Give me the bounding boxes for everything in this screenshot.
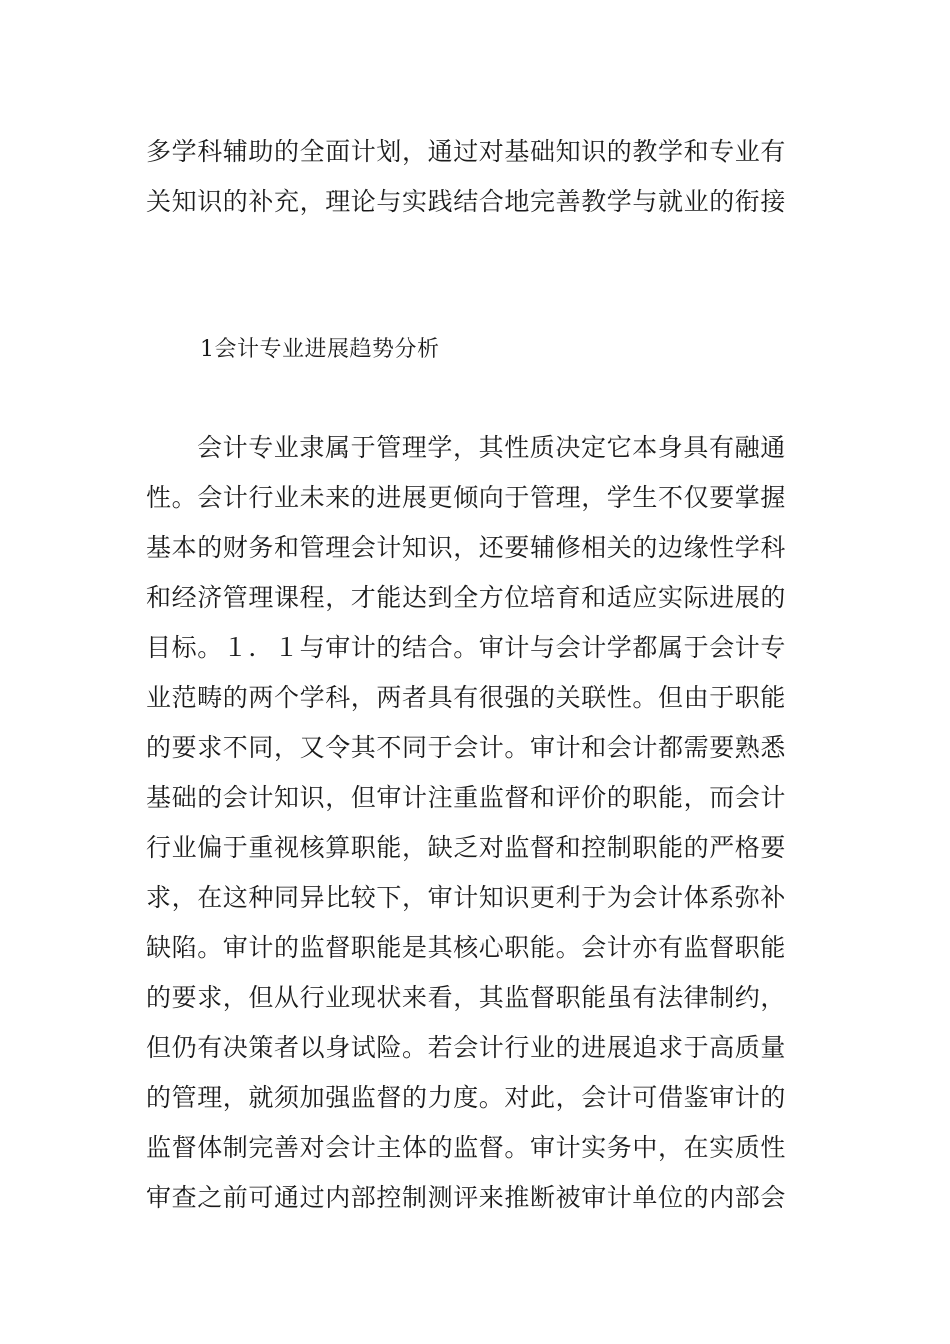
intro-line-2: 关知识的补充，理论与实践结合地完善教学与就业的衔接 — [146, 187, 787, 216]
section-heading: 1会计专业进展趋势分析 — [200, 337, 440, 362]
body-line-8: 基础的会计知识，但审计注重监督和评价的职能，而会计 — [146, 783, 787, 812]
body-line-15: 监督体制完善对会计主体的监督。审计实务中，在实质性 — [146, 1133, 787, 1162]
body-line-5: 目标。１．１与审计的结合。审计与会计学都属于会计专 — [146, 633, 787, 662]
body-line-1: 会计专业隶属于管理学，其性质决定它本身具有融通 — [197, 433, 786, 462]
body-line-12: 的要求，但从行业现状来看，其监督职能虽有法律制约， — [146, 983, 787, 1012]
body-line-2: 性。会计行业未来的进展更倾向于管理，学生不仅要掌握 — [146, 483, 787, 512]
body-line-13: 但仍有决策者以身试险。若会计行业的进展追求于高质量 — [146, 1033, 787, 1062]
body-line-4: 和经济管理课程，才能达到全方位培育和适应实际进展的 — [146, 583, 787, 612]
body-line-3: 基本的财务和管理会计知识，还要辅修相关的边缘性学科 — [146, 533, 787, 562]
body-line-7: 的要求不同，又令其不同于会计。审计和会计都需要熟悉 — [146, 733, 787, 762]
body-line-11: 缺陷。审计的监督职能是其核心职能。会计亦有监督职能 — [146, 933, 787, 962]
body-line-10: 求，在这种同异比较下，审计知识更利于为会计体系弥补 — [146, 883, 787, 912]
body-line-14: 的管理，就须加强监督的力度。对此，会计可借鉴审计的 — [146, 1083, 787, 1112]
body-line-9: 行业偏于重视核算职能，缺乏对监督和控制职能的严格要 — [146, 833, 787, 862]
body-line-6: 业范畴的两个学科，两者具有很强的关联性。但由于职能 — [146, 683, 787, 712]
intro-line-1: 多学科辅助的全面计划，通过对基础知识的教学和专业有 — [146, 137, 787, 166]
body-line-16: 审查之前可通过内部控制测评来推断被审计单位的内部会 — [146, 1183, 787, 1212]
